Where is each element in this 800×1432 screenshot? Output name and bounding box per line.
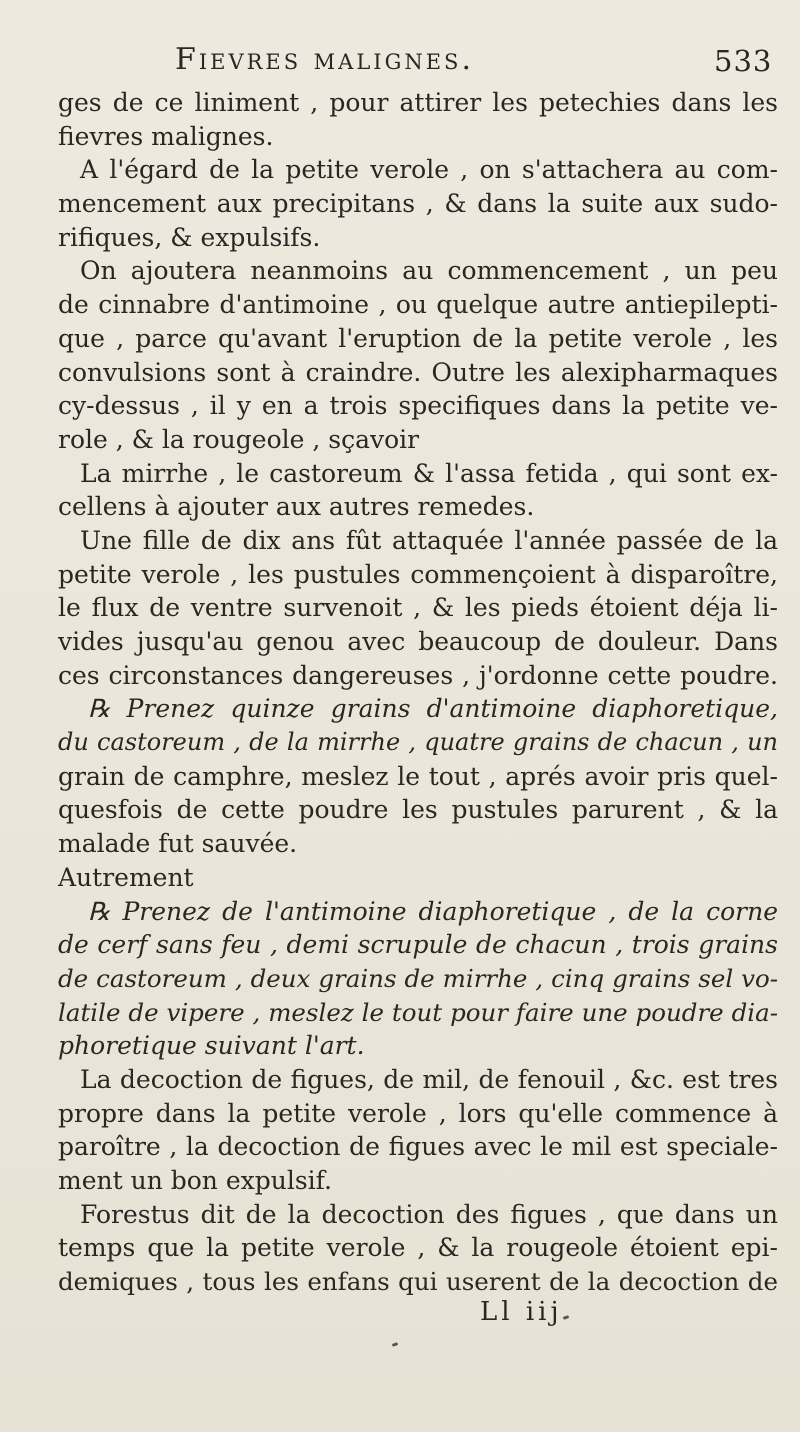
text-line: convulsions sont à craindre. Outre les alexipharmaques: [58, 357, 778, 387]
text-line: propre dans la petite verole , lors qu'elle commence à: [58, 1098, 778, 1128]
text-line: Forestus dit de la decoction des figues , que dans un: [80, 1199, 778, 1229]
text-line: quesfois de cette poudre les pustules parurent , & la: [58, 795, 778, 825]
text-line: ges de ce liniment , pour attirer les petechies dans les: [58, 88, 778, 117]
text-line: phoretique suivant l'art.: [58, 1031, 365, 1061]
text-line: ℞ Prenez quinze grains d'antimoine diaphoretique,: [88, 694, 778, 724]
page-number: 533: [714, 44, 773, 78]
text-line: On ajoutera neanmoins au commencement , un peu: [80, 256, 778, 286]
text-line: rifiques, & expulsifs.: [58, 222, 321, 252]
body-text: [58, 86, 778, 1299]
text-line: temps que la petite verole , & la rougeole étoient epi-: [58, 1233, 778, 1263]
text-line: role , & la rougeole , sçavoir: [58, 424, 420, 454]
text-line: grain de camphre, meslez le tout , aprés avoir pris quel-: [58, 761, 778, 791]
text-line: ment un bon expulsif.: [58, 1166, 332, 1195]
ink-speck: [563, 1315, 570, 1320]
page-title: Fievres malignes.: [175, 42, 474, 77]
text-line: de castoreum , deux grains de mirrhe , cinq grains sel vo-: [58, 963, 778, 993]
text-line: ℞ Prenez de l'antimoine diaphoretique , de la corne: [88, 896, 778, 926]
text-line: fievres malignes.: [58, 121, 274, 151]
text-line: La decoction de figues, de mil, de fenouil , &c. est tres: [80, 1064, 778, 1094]
text-line: cy-dessus , il y en a trois specifiques dans la petite ve-: [58, 391, 778, 421]
text-line: petite verole , les pustules commençoient à disparoître,: [58, 559, 778, 589]
printer-signature-mark: Ll iij: [480, 1297, 563, 1327]
text-line: du castoreum , de la mirrhe , quatre grains de chacun , un: [58, 728, 778, 757]
text-line: ces circonstances dangereuses , j'ordonne cette poudre.: [58, 660, 778, 690]
text-line: de cinnabre d'antimoine , ou quelque autre antiepilepti-: [58, 290, 778, 320]
text-line: Une fille de dix ans fût attaquée l'année passée de la: [80, 525, 778, 555]
ink-speck: [392, 1342, 399, 1347]
text-line: que , parce qu'avant l'eruption de la petite verole , les: [58, 323, 778, 353]
text-line: Autrement: [58, 862, 194, 892]
text-line: paroître , la decoction de figues avec le mil est speciale-: [58, 1132, 778, 1162]
text-line: La mirrhe , le castoreum & l'assa fetida , qui sont ex-: [80, 458, 778, 488]
text-line: mencement aux precipitans , & dans la suite aux sudo-: [58, 189, 778, 219]
text-line: le flux de ventre survenoit , & les pieds étoient déja li-: [58, 593, 778, 623]
text-line: demiques , tous les enfans qui userent de la decoction de: [58, 1267, 778, 1297]
text-line: cellens à ajouter aux autres remedes.: [58, 492, 535, 522]
running-head: [0, 42, 800, 86]
text-line: malade fut sauvée.: [58, 829, 298, 859]
text-line: de cerf sans feu , demi scrupule de chacun , trois grains: [58, 930, 778, 960]
text-line: A l'égard de la petite verole , on s'attachera au com-: [80, 155, 778, 185]
text-line: vides jusqu'au genou avec beaucoup de douleur. Dans: [58, 627, 778, 656]
text-line: latile de vipere , meslez le tout pour faire une poudre dia-: [58, 997, 778, 1027]
